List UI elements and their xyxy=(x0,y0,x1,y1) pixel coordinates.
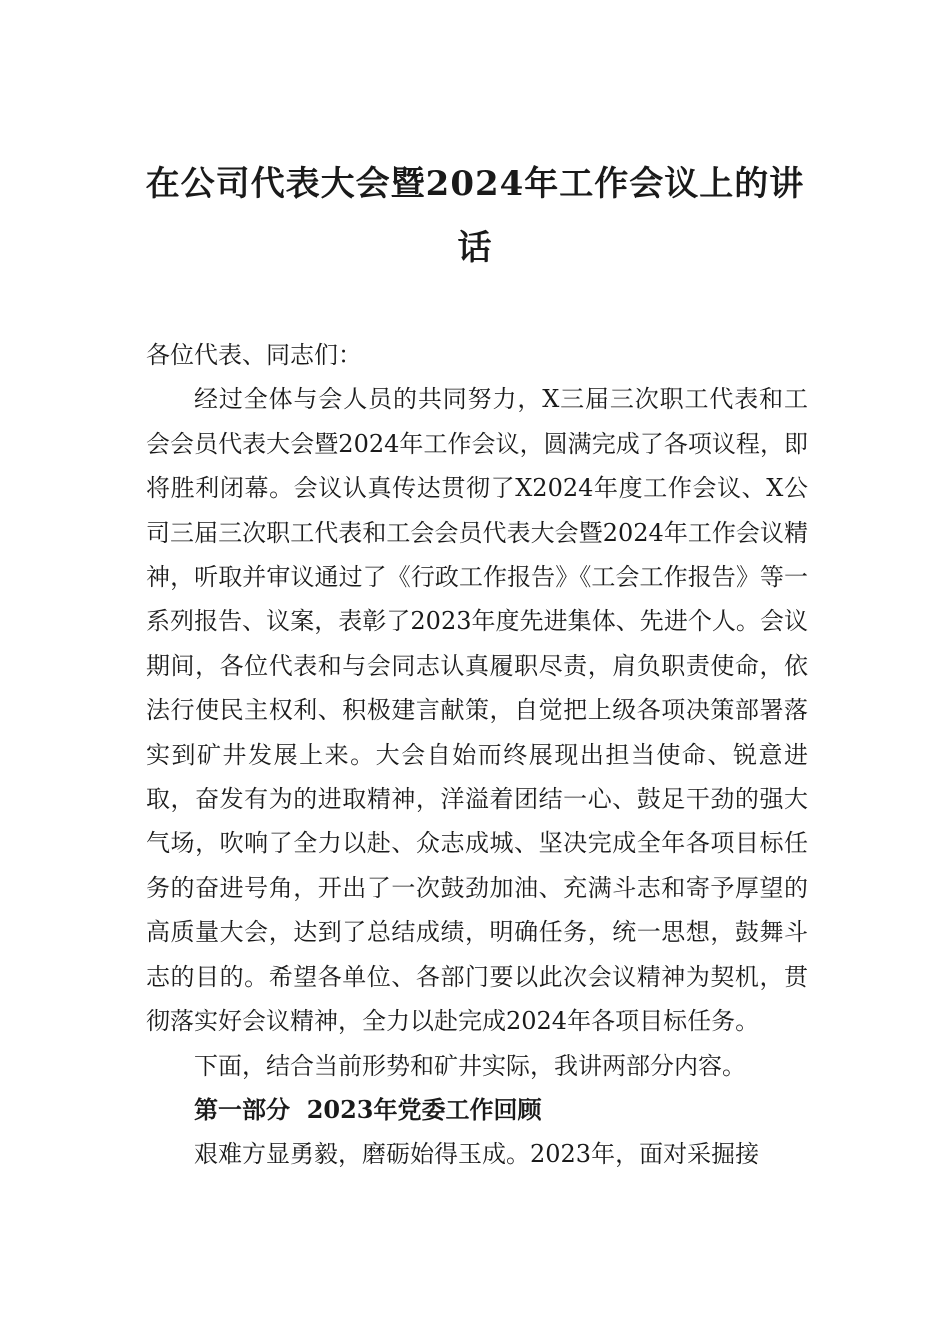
document-title: 在公司代表大会暨2024年工作会议上的讲话 xyxy=(145,164,805,268)
section-heading: 第一部分 2023年党委工作回顾 xyxy=(194,1094,542,1124)
salutation: 各位代表、同志们： xyxy=(146,341,362,369)
paragraph-3: 艰难方显勇毅，磨砺始得玉成。2023年，面对采掘接 xyxy=(194,1140,760,1169)
paragraph-2: 下面，结合当前形势和矿井实际，我讲两部分内容。 xyxy=(194,1051,746,1080)
paragraph-1: 经过全体与会人员的共同努力，X三届三次职工代表和工会会员代表大会暨2024年工作会议，圆满完成了各项议程，即将胜利闭幕。会议认真传达贯彻了X2024年度工作会议、X公司三届三次职工代表和工会会员代表大会暨2024年工作会议精神，听取并审议通过了《行政工作报告》《工会工作报告》等一系列报告、议案，表彰了2023年度先进集体、先进个人。会议期间，各位代表和与会同志认真履职尽责，肩负职责使命，依法行使民主权利、积极建言献策，自觉把上级各项决策部署落实到矿井发展上来。大会自始而终展现出担当使命、锐意进取，奋发有为的进取精神，洋溢着团结一心、鼓足干劲的强大气场，吹响了全力以赴、众志成城、坚决完成全年各项目标任务的奋进号角，开出了一次鼓劲加油、充满斗志和寄予厚望的高质量大会，达到了总结成绩，明确任务，统一思想，鼓舞斗志的目的。希望各单位、各部门要以此次会议精神为契机，贯彻落实好会议精神，全力以赴完成2024年各项目标任务。 xyxy=(146,385,808,1036)
document-body xyxy=(146,333,808,1177)
